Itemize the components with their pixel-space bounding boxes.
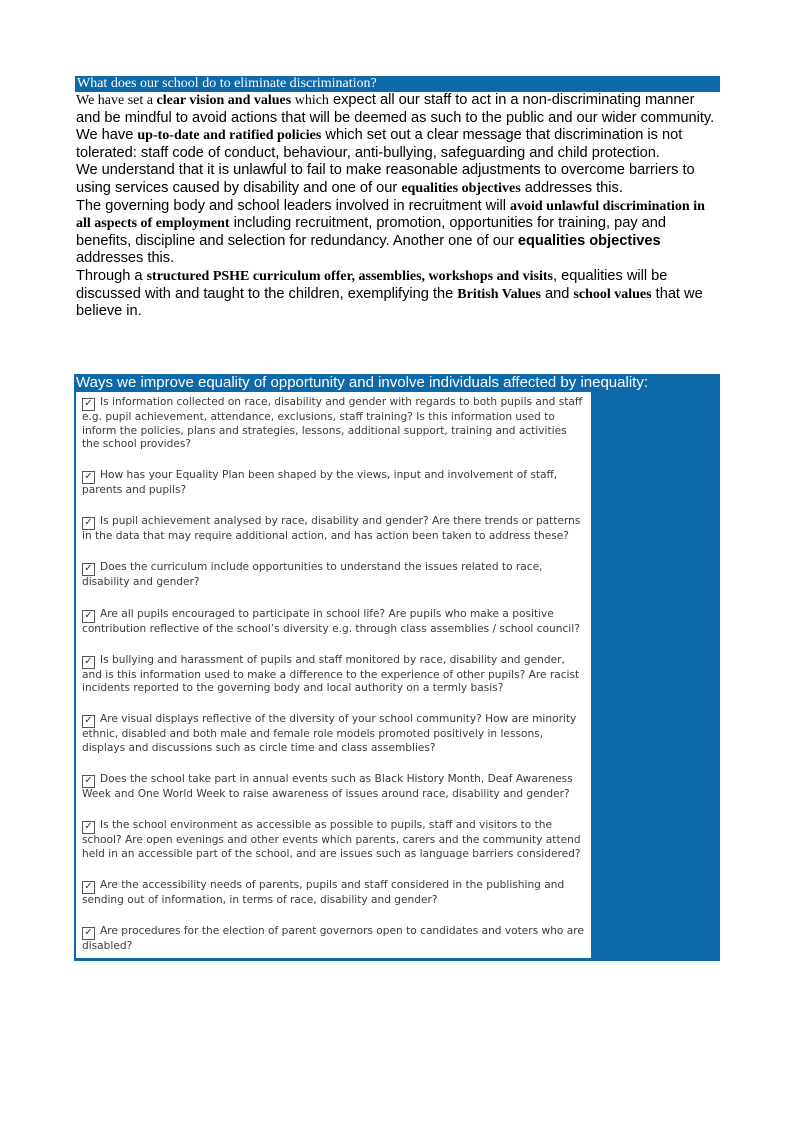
emphasis-text: structured PSHE curriculum offer, assemblies, workshops and visits bbox=[146, 268, 554, 284]
paragraph-adjustments bbox=[75, 162, 720, 197]
checklist-item-text: Are procedures for the election of parent governors open to candidates and voters who are disabled? bbox=[82, 924, 584, 952]
text-run: expect all our staff to act in a non-discriminating manner and be mindful to avoid actions that will be deemed as such to the public and our wider community. bbox=[76, 92, 715, 126]
checklist-item bbox=[82, 773, 587, 802]
discrimination-section bbox=[75, 76, 720, 321]
checklist-item-text: How has your Equality Plan been shaped by the views, input and involvement of staff, parents and pupils? bbox=[82, 469, 558, 497]
emphasis-text: up-to-date and ratified policies bbox=[137, 128, 322, 144]
checklist-item bbox=[82, 713, 587, 755]
text-run: and bbox=[540, 285, 574, 302]
checklist-item bbox=[82, 515, 587, 544]
text-run: We have bbox=[76, 127, 138, 144]
checklist-item-text: Does the curriculum include opportunities to understand the issues related to race, disability and gender? bbox=[82, 561, 543, 589]
text-run: Through a bbox=[76, 267, 147, 284]
text-run: , equalities will be discussed with and taught to the children, exemplifying the bbox=[76, 267, 668, 302]
text-run: including recruitment, promotion, opportunities for training, pay and benefits, discipline and selection for redundancy. Another one of our bbox=[76, 215, 667, 249]
section-heading: What does our school do to eliminate discrimination? bbox=[75, 76, 720, 92]
emphasis-text: avoid unlawful discrimination in all aspects of employment bbox=[76, 198, 705, 232]
checkbox-checked-icon: ✓ bbox=[82, 563, 95, 576]
text-run: addresses this. bbox=[520, 179, 623, 196]
checklist-panel bbox=[76, 392, 591, 958]
text-run: We understand that it is unlawful to fail to make reasonable adjustments to overcome barriers to using services caused by disability and one of our bbox=[76, 162, 695, 196]
paragraph-vision bbox=[75, 92, 720, 127]
checklist-item-text: Are visual displays reflective of the diversity of your school community? How are minority ethnic, disabled and both male and female role models promoted positively in lessons, displays and discussions such as circle time and class assemblies? bbox=[82, 713, 577, 754]
text-run: which set out a clear message that discrimination is not tolerated: staff code of conduct, behaviour, anti-bullying, safeguarding and child protection. bbox=[76, 127, 683, 161]
paragraph-policies bbox=[75, 127, 720, 162]
emphasis-text: British Values bbox=[457, 286, 541, 302]
checkbox-checked-icon: ✓ bbox=[82, 715, 95, 728]
checkbox-checked-icon: ✓ bbox=[82, 821, 95, 834]
checkbox-checked-icon: ✓ bbox=[82, 881, 95, 894]
emphasis-text: school values bbox=[573, 286, 652, 302]
checklist-item-text: Is bullying and harassment of pupils and staff monitored by race, disability and gender, and is this information used to make a difference to the experience of other pupils? Are racist incidents reported to the governing body and local authority on a termly basis? bbox=[82, 653, 580, 695]
checklist-item-text: Does the school take part in annual events such as Black History Month, Deaf Awareness Week and One World Week to raise awareness of issues around race, disability and gender? bbox=[82, 773, 573, 801]
checklist-item bbox=[82, 879, 587, 908]
text-run: The governing body and school leaders involved in recruitment will bbox=[76, 197, 510, 214]
checkbox-checked-icon: ✓ bbox=[82, 656, 95, 669]
checklist-item bbox=[82, 396, 587, 452]
paragraph-recruitment bbox=[75, 198, 720, 268]
section-heading: Ways we improve equality of opportunity and involve individuals affected by inequality: bbox=[76, 374, 648, 391]
checkbox-checked-icon: ✓ bbox=[82, 471, 95, 484]
text-run: addresses this. bbox=[76, 250, 175, 267]
emphasis-text: equalities objectives bbox=[401, 180, 521, 196]
checklist-item-text: Are the accessibility needs of parents, pupils and staff considered in the publishing and sending out of information, in terms of race, disability and gender? bbox=[82, 878, 565, 906]
checklist-item-text: Is pupil achievement analysed by race, disability and gender? Are there trends or patterns in the data that may require additional action, and has action been taken to address these? bbox=[82, 515, 581, 543]
checklist-item bbox=[82, 469, 587, 498]
checkbox-checked-icon: ✓ bbox=[82, 398, 95, 411]
checklist-item bbox=[82, 654, 587, 696]
checkbox-checked-icon: ✓ bbox=[82, 775, 95, 788]
checklist-item-text: Are all pupils encouraged to participate in school life? Are pupils who make a positive contribution reflective of the school’s diversity e.g. through class assemblies / school council? bbox=[82, 607, 580, 635]
text-run: that we believe in. bbox=[76, 285, 703, 320]
checklist-item-text: Is information collected on race, disability and gender with regards to both pupils and staff e.g. pupil achievement, attendance, exclusions, staff training? Is this information used to inform the policies, plans and strategies, lessons, additional support, training and activities the school provides? bbox=[82, 396, 583, 451]
checklist-item bbox=[82, 925, 587, 954]
checklist-item bbox=[82, 608, 587, 637]
checkbox-checked-icon: ✓ bbox=[82, 517, 95, 530]
checklist-item-text: Is the school environment as accessible as possible to pupils, staff and visitors to the school? Are open evenings and other events which parents, carers and the community attend held in an accessible part of the school, and are issues such as language barriers considered? bbox=[82, 819, 581, 860]
text-run: We have set a bbox=[76, 93, 157, 108]
text-run: which bbox=[291, 93, 329, 108]
emphasis-text: clear vision and values bbox=[156, 93, 292, 108]
checkbox-checked-icon: ✓ bbox=[82, 927, 95, 940]
checklist-item bbox=[82, 819, 587, 861]
checkbox-checked-icon: ✓ bbox=[82, 610, 95, 623]
checklist-item bbox=[82, 561, 587, 590]
paragraph-curriculum bbox=[75, 268, 720, 321]
emphasis-text: equalities objectives bbox=[517, 232, 661, 249]
equality-opportunity-section bbox=[74, 374, 720, 961]
